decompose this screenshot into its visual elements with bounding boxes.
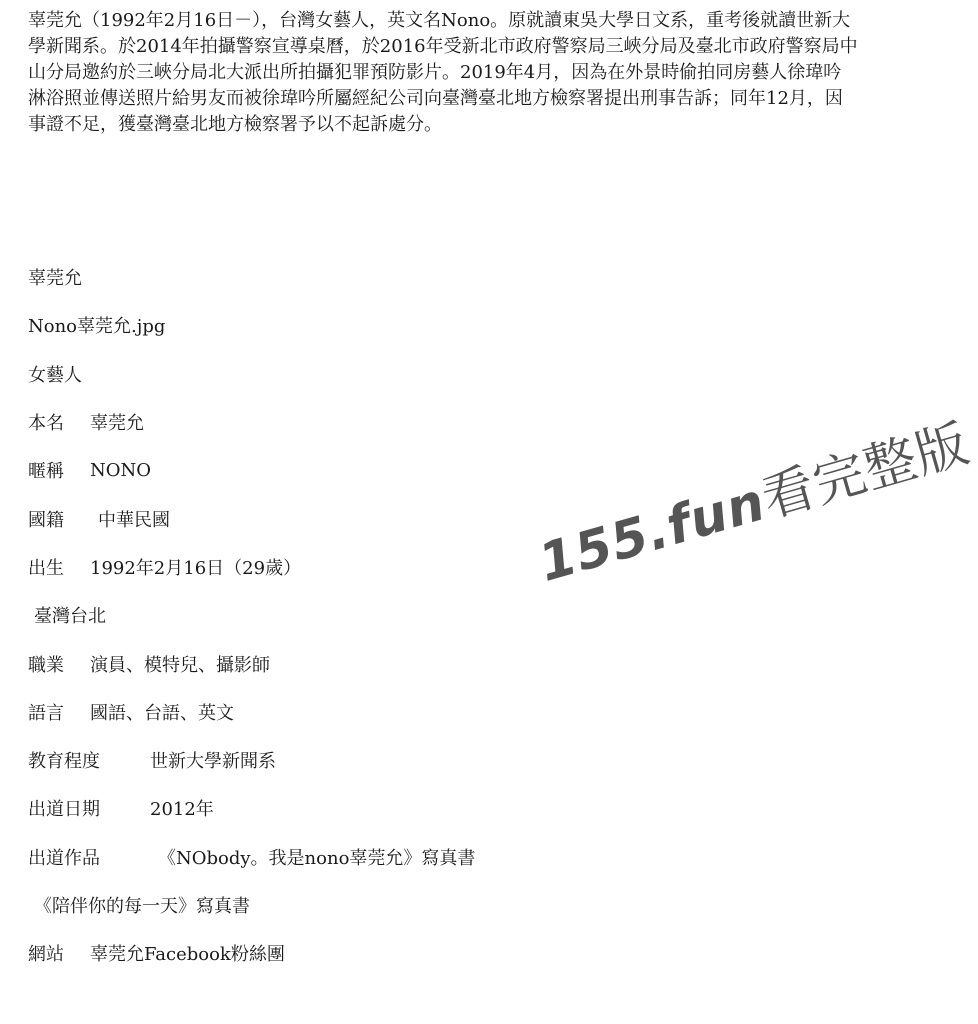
infobox-debut-work (28, 833, 475, 881)
infobox-born (28, 543, 475, 591)
role-value: 女藝人 (28, 364, 82, 386)
born-value: 1992年2月16日（29歲） (90, 557, 302, 579)
watermark-text: 看完整版 (755, 413, 976, 530)
watermark-site: 155.fun (532, 472, 773, 594)
infobox-website (28, 929, 475, 977)
name-value: 辜莞允 (28, 268, 82, 290)
infobox (28, 253, 475, 977)
infobox-languages (28, 688, 475, 736)
infobox-education (28, 736, 475, 784)
languages-label: 語言 (28, 702, 64, 724)
infobox-birth-name (28, 398, 475, 446)
infobox-other-work (28, 881, 475, 929)
website-link[interactable]: 辜莞允Facebook粉絲團 (90, 944, 285, 966)
birthplace-value: 臺灣台北 (34, 606, 106, 628)
infobox-image-caption[interactable] (28, 301, 475, 349)
nationality-label: 國籍 (28, 509, 64, 531)
birth-name-value: 辜莞允 (90, 413, 144, 435)
debut-date-value: 2012年 (150, 799, 214, 821)
born-label: 出生 (28, 557, 64, 579)
debut-date-label: 出道日期 (28, 799, 100, 821)
nationality-value: 中華民國 (98, 509, 170, 531)
intro-paragraph: 辜莞允（1992年2月16日－），台灣女藝人，英文名Nono。原就讀東吳大學日文系，重考後就讀世新大學新聞系。於2014年拍攝警察宣導桌曆，於2016年受新北市政府警察局三峽分局及臺北市政府警察局中山分局邀約於三峽分局北大派出所拍攝犯罪預防影片。2019年4月，因為在外景時偷拍同房藝人徐瑋吟淋浴照並傳送照片給男友而被徐瑋吟所屬經紀公司向臺灣臺北地方檢察署提出刑事告訴；同年12月，因事證不足，獲臺灣臺北地方檢察署予以不起訴處分。 (28, 10, 858, 135)
watermark (532, 413, 976, 594)
occupation-value: 演員、模特兒、攝影師 (90, 654, 270, 676)
birth-name-label: 本名 (28, 413, 64, 435)
nickname-label: 暱稱 (28, 461, 64, 483)
occupation-label: 職業 (28, 654, 64, 676)
infobox-occupation (28, 639, 475, 687)
infobox-nickname (28, 446, 475, 494)
website-label: 網站 (28, 944, 64, 966)
infobox-debut-date (28, 784, 475, 832)
infobox-role (28, 350, 475, 398)
infobox-nationality (28, 494, 475, 542)
nickname-value: NONO (90, 459, 152, 481)
image-caption-link[interactable]: Nono辜莞允.jpg (28, 316, 166, 338)
debut-work-value: 《NObody。我是nono辜莞允》寫真書 (158, 847, 476, 869)
other-work-value: 《陪伴你的每一天》寫真書 (34, 896, 250, 917)
infobox-name (28, 253, 475, 301)
education-value: 世新大學新聞系 (150, 751, 276, 773)
languages-value: 國語、台語、英文 (90, 702, 234, 724)
debut-work-label: 出道作品 (28, 847, 100, 869)
infobox-birthplace (28, 591, 475, 639)
education-label: 教育程度 (28, 751, 100, 773)
